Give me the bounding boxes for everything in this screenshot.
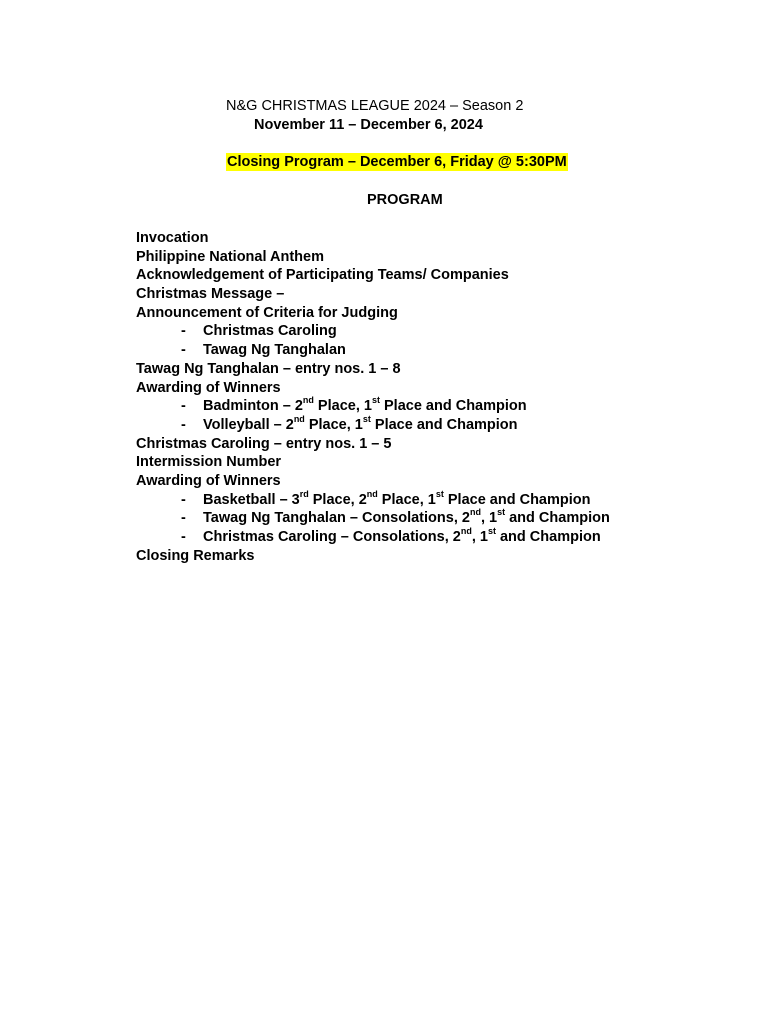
- agenda-item-text-part: Place and Champion: [443, 491, 591, 508]
- agenda-item-text-part: Place and Champion: [370, 416, 518, 433]
- agenda-item-text-part: Place, 1: [304, 416, 363, 433]
- agenda-item-text: Tawag Ng Tanghalan: [203, 342, 346, 359]
- agenda-item: [136, 453, 736, 472]
- agenda-item-text: [203, 507, 610, 527]
- agenda-sub-item: [136, 488, 736, 510]
- agenda-sub-item: [136, 397, 736, 416]
- agenda-item-text: Awarding of Winners: [136, 472, 281, 489]
- agenda-item-text: [203, 526, 601, 545]
- agenda-item-text: Announcement of Criteria for Judging: [136, 304, 398, 321]
- agenda-item-text: Philippine National Anthem: [136, 248, 324, 265]
- agenda-item-text: Closing Remarks: [136, 547, 255, 564]
- agenda-item-text: [203, 395, 527, 415]
- program-agenda-list: [136, 229, 736, 565]
- agenda-item-text-part: Badminton – 2: [203, 398, 303, 415]
- agenda-item-text-part: Place, 2: [308, 491, 367, 508]
- agenda-item: [136, 304, 736, 323]
- agenda-item-text-part: Place and Champion: [379, 398, 527, 415]
- agenda-item-text: [203, 414, 518, 433]
- league-dates: November 11 – December 6, 2024: [254, 117, 483, 133]
- ordinal-suffix: st: [371, 395, 380, 406]
- list-dash-marker: -: [181, 398, 186, 415]
- ordinal-suffix: st: [487, 526, 496, 537]
- agenda-item-text-part: Volleyball – 2: [203, 416, 294, 433]
- agenda-item: [136, 379, 736, 398]
- agenda-item-text-part: and Champion: [495, 529, 601, 545]
- agenda-item-text: Tawag Ng Tanghalan – entry nos. 1 – 8: [136, 360, 401, 377]
- agenda-sub-item: [136, 528, 736, 547]
- agenda-item: [136, 547, 736, 566]
- agenda-item-text: Acknowledgement of Participating Teams/ Companies: [136, 267, 509, 284]
- agenda-item: [136, 229, 736, 248]
- agenda-item-text-part: Place, 1: [313, 398, 372, 415]
- list-dash-marker: -: [181, 323, 186, 340]
- agenda-item-text-part: Place, 1: [377, 491, 436, 508]
- league-title: N&G CHRISTMAS LEAGUE 2024 – Season 2: [226, 98, 524, 114]
- list-dash-marker: -: [181, 416, 186, 433]
- agenda-item-text-part: Christmas Caroling – Consolations, 2: [203, 529, 461, 545]
- list-dash-marker: -: [181, 342, 186, 359]
- agenda-sub-item: [136, 416, 736, 435]
- list-dash-marker: -: [181, 529, 186, 545]
- agenda-item-text: Christmas Message –: [136, 286, 285, 303]
- closing-program-highlight: Closing Program – December 6, Friday @ 5:30PM: [227, 154, 567, 170]
- ordinal-suffix: nd: [293, 414, 305, 425]
- agenda-item-text-part: and Champion: [505, 510, 610, 527]
- agenda-item-text-part: Tawag Ng Tanghalan – Consolations, 2: [203, 510, 470, 527]
- agenda-item: [136, 472, 736, 491]
- agenda-item-text: Awarding of Winners: [136, 379, 281, 396]
- list-dash-marker: -: [181, 510, 186, 527]
- agenda-item: [136, 360, 736, 379]
- ordinal-suffix: nd: [469, 507, 481, 518]
- ordinal-suffix: st: [497, 507, 506, 518]
- agenda-item: [136, 266, 736, 285]
- agenda-item: [136, 248, 736, 267]
- agenda-item-text: Christmas Caroling – entry nos. 1 – 5: [136, 435, 392, 452]
- agenda-sub-item: [136, 509, 736, 528]
- agenda-sub-item: [136, 322, 736, 341]
- list-dash-marker: -: [181, 491, 186, 508]
- program-heading: PROGRAM: [367, 192, 443, 208]
- agenda-item-text-part: , 1: [471, 529, 488, 545]
- ordinal-suffix: nd: [302, 395, 314, 406]
- ordinal-suffix: nd: [366, 488, 378, 499]
- agenda-item-text: Invocation: [136, 230, 209, 246]
- agenda-item-text-part: , 1: [480, 510, 498, 527]
- agenda-item: [136, 285, 736, 304]
- agenda-item-text: Christmas Caroling: [203, 323, 337, 340]
- agenda-item-text: [203, 488, 591, 508]
- ordinal-suffix: st: [435, 488, 444, 499]
- agenda-sub-item: [136, 341, 736, 360]
- agenda-item-text: Intermission Number: [136, 454, 282, 471]
- agenda-item-text-part: Basketball – 3: [203, 491, 300, 508]
- agenda-item: [136, 435, 736, 454]
- ordinal-suffix: rd: [299, 488, 309, 499]
- ordinal-suffix: st: [362, 414, 371, 425]
- ordinal-suffix: nd: [460, 526, 472, 537]
